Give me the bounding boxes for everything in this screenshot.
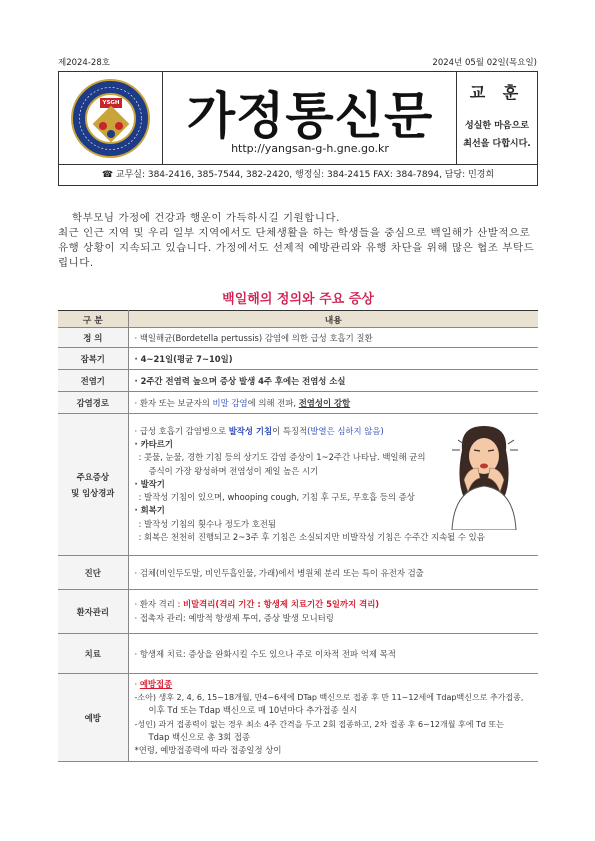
table-row: [58, 348, 538, 370]
row-head-prevention: 예방: [58, 674, 128, 762]
prevention-line: 이후 Td 또는 Tdap 백신으로 매 10년마다 추가접종 실시: [148, 705, 358, 716]
row-incubation: · 4~21일(평균 7~10일): [128, 348, 538, 370]
symptom-text: 이 특징적: [272, 425, 308, 436]
prevention-text: ·: [134, 678, 140, 689]
issue-date: 2024년 05월 02일(목요일): [432, 58, 537, 68]
row-head-patient: 환자관리: [58, 590, 128, 634]
symptoms-head-1: 주요증상: [76, 471, 109, 482]
row-definition: · 백일해균(Bordetella pertussis) 감염에 의한 급성 호흡기 질환: [128, 328, 538, 348]
row-treatment: · 항생제 치료: 증상을 완화시킬 수도 있으나 주로 이차적 전파 억제 목적: [128, 634, 538, 674]
motto-line-1: 성실한 마음으로: [465, 121, 529, 131]
symptoms-line: : 콧물, 눈물, 경한 기침 등의 상기도 감염 증상이 1~2주간 나타남. 백일해 균의: [138, 452, 426, 463]
patient-isolation: 비말격리(격리 기간 : 항생제 치료기간 5일까지 격리): [183, 599, 380, 610]
title-cell: [163, 72, 457, 164]
table-row: [58, 674, 538, 762]
prevention-line: [135, 678, 539, 691]
table-row: [58, 556, 538, 590]
row-symptoms: [128, 414, 538, 556]
symptom-paroxysmal: 발작성 기침: [228, 425, 273, 436]
symptoms-line: · 카타르기: [134, 438, 173, 449]
symptom-fever-note: (발열은 심하지 않음): [307, 425, 384, 436]
route-text-mid: 에 의해 전파,: [247, 397, 299, 408]
intro-body: 최근 인근 지역 및 우리 일부 지역에서도 단체생활을 하는 학생들을 중심으로 백일해가 산발적으로 유행 상황이 지속되고 있습니다. 가정에서도 선제적 예방관리와 유행 차단을 위해 많은 협조 부탁드립니다.: [58, 227, 535, 269]
school-logo: [71, 79, 150, 158]
row-head-incubation: 잠복기: [58, 348, 128, 370]
logo-inner: [85, 93, 136, 144]
logo-dot: [115, 122, 123, 130]
patient-line-1: [135, 598, 539, 611]
logo-cell: [59, 72, 163, 164]
row-patient: [128, 590, 538, 634]
row-head-contagious: 전염기: [58, 370, 128, 392]
contact-info: ☎ 교무실: 384-2416, 385-7544, 382-2420, 행정실: 384-2415 FAX: 384-7894, 담당: 민경희: [59, 164, 537, 185]
symptoms-line: · 발작기: [134, 478, 165, 489]
table-header-row: [58, 311, 538, 328]
patient-text: · 환자 격리 :: [134, 599, 183, 610]
motto-heading: 교 훈: [469, 83, 525, 102]
row-route: [128, 392, 538, 414]
motto-cell: [457, 72, 537, 164]
row-head-diagnosis: 진단: [58, 556, 128, 590]
symptoms-line: : 발작성 기침의 횟수나 정도가 호전됨: [138, 518, 276, 529]
route-droplet: 비말 감염: [212, 397, 248, 408]
prevention-line: -성인) 과거 접종력이 없는 경우 최소 4주 간격을 두고 2회 접종하고, 2차 접종 후 6~12개월 후에 Td 또는: [134, 719, 504, 729]
row-head-route: 감염경로: [58, 392, 128, 414]
prevention-line: -소아) 생후 2, 4, 6, 15~18개월, 만4~6세에 DTap 백신으로 접종 후 만 11~12세에 Tdap백신으로 추가접종,: [134, 692, 524, 702]
table-row: [58, 392, 538, 414]
intro-text: [58, 211, 538, 271]
prevention-vaccination: 예방접종: [139, 678, 173, 689]
intro-greeting: 학부모님 가정에 건강과 행운이 가득하시길 기원합니다.: [72, 212, 341, 224]
symptom-text: · 급성 호흡기 감염병으로: [134, 425, 229, 436]
logo-badge: YSGH: [100, 98, 122, 108]
symptoms-head-2: 및 임상경과: [71, 487, 115, 498]
school-url[interactable]: http://yangsan-g-h.gne.go.kr: [231, 142, 389, 155]
symptoms-line: : 발작성 기침이 있으며, whooping cough, 기침 후 구토, 무호흡 등의 증상: [138, 492, 415, 503]
row-head-treatment: 치료: [58, 634, 128, 674]
row-diagnosis: · 검체(비인두도말, 비인두흡인물, 가래)에서 병원체 분리 또는 특이 유전자 검출: [128, 556, 538, 590]
issue-number: 제2024-28호: [58, 58, 110, 68]
table-row: [58, 634, 538, 674]
section-title: 백일해의 정의와 주요 증상: [222, 292, 374, 307]
row-contagious: · 2주간 전염력 높으며 증상 발생 4주 후에는 전염성 소실: [128, 370, 538, 392]
masthead: [58, 71, 538, 186]
symptoms-line: · 회복기: [134, 505, 165, 516]
newsletter-title: 가정통신문: [186, 87, 434, 145]
table-row: [58, 414, 538, 556]
row-head-definition: 정 의: [58, 328, 128, 348]
logo-dot: [99, 122, 107, 130]
route-strong: 전염성이 강함: [298, 397, 351, 408]
header-category: 구 분: [58, 311, 128, 328]
table-row: [58, 590, 538, 634]
row-prevention: [128, 674, 538, 762]
row-head-symptoms: [58, 414, 128, 556]
route-text: · 환자 또는 보균자의: [134, 397, 213, 408]
prevention-line: Tdap 백신으로 총 3회 접종: [148, 731, 251, 742]
table-row: [58, 328, 538, 348]
pertussis-table: [58, 310, 538, 762]
symptoms-line: : 회복은 천천히 진행되고 2~3주 후 기침은 소실되지만 비발작성 기침은 수주간 지속될 수 있음: [138, 532, 485, 543]
patient-line-2: · 접촉자 관리: 예방적 항생제 투여, 증상 발생 모니터링: [134, 612, 334, 623]
top-line: [58, 56, 537, 68]
symptoms-line: 증식이 가장 왕성하며 전염성이 제일 높은 시기: [148, 465, 319, 476]
header-content: 내용: [128, 311, 538, 328]
logo-dot: [107, 130, 115, 138]
coughing-woman-illustration: [434, 420, 534, 530]
table-row: [58, 370, 538, 392]
motto-line-2: 최선을 다합시다.: [463, 139, 531, 149]
prevention-line: *연령, 예방접종력에 따라 접종일정 상이: [134, 745, 282, 756]
